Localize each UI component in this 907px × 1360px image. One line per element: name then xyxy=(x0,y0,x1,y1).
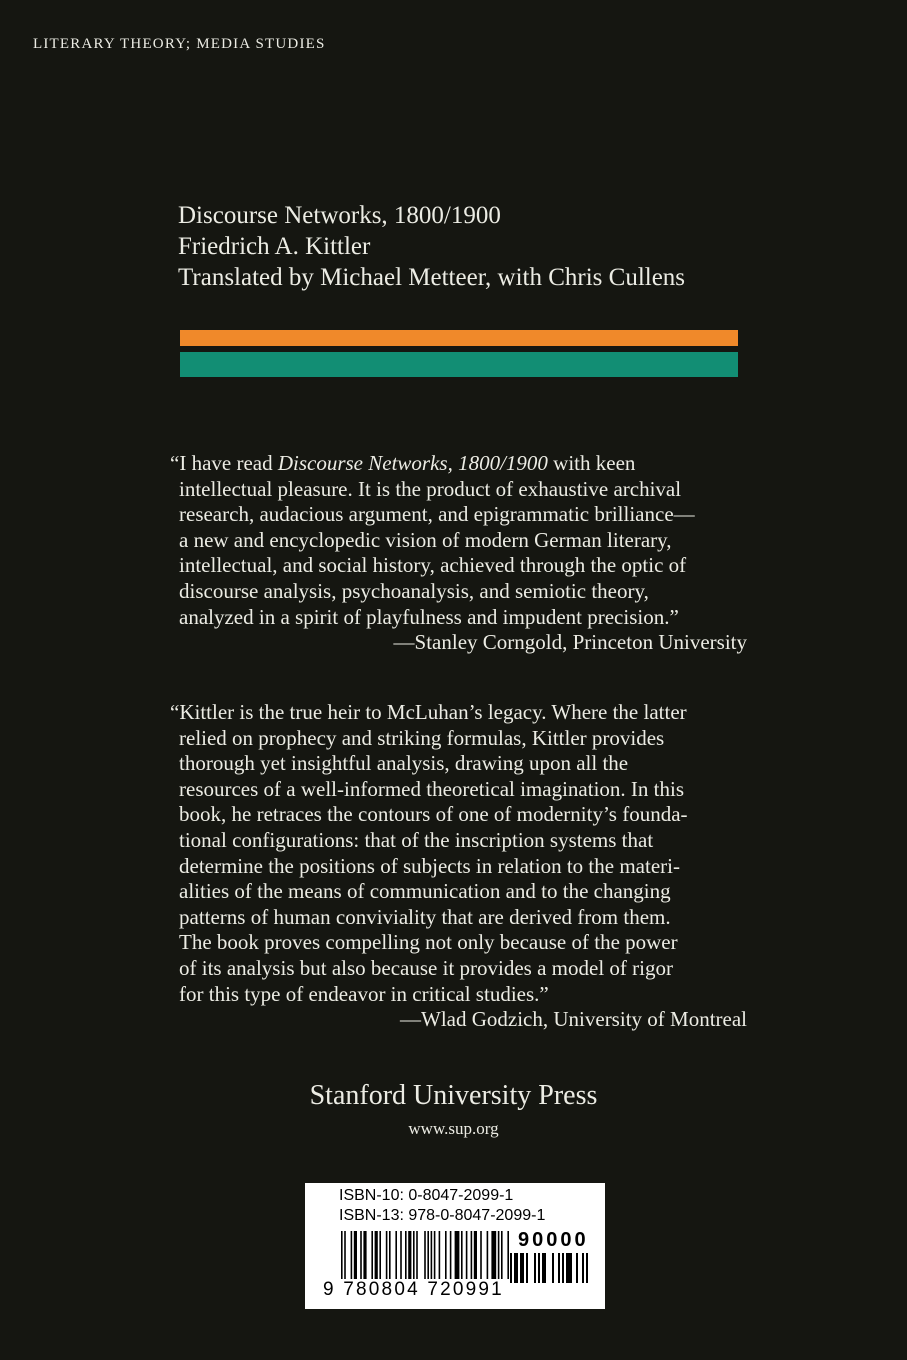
barcode-bar xyxy=(474,1231,477,1279)
barcode-bar xyxy=(445,1231,447,1279)
barcode-bar xyxy=(586,1253,588,1283)
barcode-bar xyxy=(507,1231,509,1279)
blurb-attribution: —Stanley Corngold, Princeton University xyxy=(393,630,747,655)
blurb-line: a new and encyclopedic vision of modern German literary, xyxy=(179,527,672,552)
barcode-bar xyxy=(360,1231,362,1279)
blurb-line: intellectual, and social history, achieved through the optic of xyxy=(179,553,687,578)
barcode-bar xyxy=(471,1231,473,1279)
barcode-bar xyxy=(562,1253,564,1283)
barcode-bar xyxy=(431,1231,433,1279)
publisher-url: www.sup.org xyxy=(408,1119,499,1138)
barcode-bar xyxy=(375,1231,378,1279)
barcode-bar xyxy=(552,1253,554,1283)
barcode-bar xyxy=(450,1231,452,1279)
barcode-bar xyxy=(427,1231,429,1279)
blurb-line: “I have read Discourse Networks, 1800/1900 with keen xyxy=(170,451,636,475)
barcode-bar xyxy=(341,1231,343,1279)
book-title-italic: Discourse Networks, 1800/1900 xyxy=(277,451,548,475)
barcode-bar xyxy=(538,1253,540,1283)
blurb-line: analyzed in a spirit of playfulness and impudent precision.” xyxy=(179,604,679,629)
barcode-bar xyxy=(395,1231,397,1279)
blurb-line: resources of a well-informed theoretical imagination. In this xyxy=(179,776,684,801)
barcode-bar xyxy=(491,1231,496,1279)
blurb-corngold xyxy=(170,451,751,656)
blurb-line: relied on prophecy and striking formulas, Kittler provides xyxy=(179,725,665,750)
barcode-bar xyxy=(354,1231,357,1279)
barcode-bar xyxy=(408,1231,411,1279)
book-translator: Translated by Michael Metteer, with Chris Cullens xyxy=(178,264,686,291)
blurb-line: “Kittler is the true heir to McLuhan’s legacy. Where the latter xyxy=(170,700,687,724)
barcode-bar xyxy=(363,1231,366,1279)
blurb-line: intellectual pleasure. It is the product of exhaustive archival xyxy=(179,476,682,501)
blurb-line: of its analysis but also because it provides a model of rigor xyxy=(179,955,673,980)
barcode-bar xyxy=(413,1231,415,1279)
blurb-attribution: —Wlad Godzich, University of Montreal xyxy=(400,1007,747,1032)
blurb-line: tional configurations: that of the inscription systems that xyxy=(179,827,654,852)
barcode-bar xyxy=(389,1231,391,1279)
green-stripe xyxy=(180,352,738,377)
barcode-bar xyxy=(514,1253,518,1283)
blurb-line: alities of the means of communication and to the changing xyxy=(179,879,671,904)
addon-digits: 90000 xyxy=(518,1229,589,1251)
barcode-bar xyxy=(498,1231,500,1279)
ean-digits: 9 780804 720991 xyxy=(323,1279,504,1300)
blurb-line: thorough yet insightful analysis, drawing upon all the xyxy=(179,751,629,776)
addon-barcode-bars xyxy=(510,1253,588,1283)
barcode-bar xyxy=(455,1231,460,1279)
barcode-bar xyxy=(416,1231,418,1279)
blurb-line: determine the positions of subjects in relation to the materi- xyxy=(179,853,680,878)
blurb-line: discourse analysis, psychoanalysis, and semiotic theory, xyxy=(179,578,649,603)
barcode-bar xyxy=(510,1253,512,1283)
book-title: Discourse Networks, 1800/1900 xyxy=(178,202,501,229)
barcode-bar xyxy=(558,1253,560,1283)
barcode-bar xyxy=(501,1231,503,1279)
barcode-bar xyxy=(526,1253,528,1283)
barcode-bar xyxy=(566,1253,572,1283)
barcode-bar xyxy=(534,1253,536,1283)
barcode-bar xyxy=(439,1231,441,1279)
barcode-bar xyxy=(480,1231,482,1279)
barcode-bar xyxy=(379,1231,381,1279)
barcode-bar xyxy=(400,1231,402,1279)
isbn10-label: ISBN-10: 0-8047-2099-1 xyxy=(339,1187,514,1204)
blurb-godzich xyxy=(170,700,751,1033)
barcode-bar xyxy=(405,1231,407,1279)
barcode-bar xyxy=(487,1231,489,1279)
barcode-bar xyxy=(576,1253,578,1283)
blurb-line: for this type of endeavor in critical studies.” xyxy=(179,981,549,1006)
barcode-bar xyxy=(351,1231,353,1279)
orange-stripe xyxy=(180,330,738,346)
barcode-bar xyxy=(344,1231,346,1279)
isbn13-label: ISBN-13: 978-0-8047-2099-1 xyxy=(339,1207,546,1224)
blurb-line: The book proves compelling not only because of the power xyxy=(179,930,678,955)
barcode-bar xyxy=(386,1231,388,1279)
barcode-bar xyxy=(466,1231,468,1279)
category-label: LITERARY THEORY; MEDIA STUDIES xyxy=(33,36,326,52)
barcode-bar xyxy=(520,1253,524,1283)
barcode-bar xyxy=(371,1231,373,1279)
title-block xyxy=(178,200,685,293)
ean-barcode-bars xyxy=(341,1231,509,1281)
barcode-bar xyxy=(434,1231,436,1279)
blurb-line: research, audacious argument, and epigrammatic brilliance— xyxy=(179,502,695,527)
barcode-bar xyxy=(542,1253,546,1283)
book-author: Friedrich A. Kittler xyxy=(178,233,371,260)
blurb-line: patterns of human conviviality that are derived from them. xyxy=(179,904,671,929)
barcode-bar xyxy=(582,1253,584,1283)
barcode-bar xyxy=(461,1231,463,1279)
barcode-bar xyxy=(424,1231,426,1279)
isbn-barcode xyxy=(305,1183,605,1309)
publisher-name: Stanford University Press xyxy=(309,1080,598,1111)
blurb-line: book, he retraces the contours of one of modernity’s founda- xyxy=(179,802,688,827)
